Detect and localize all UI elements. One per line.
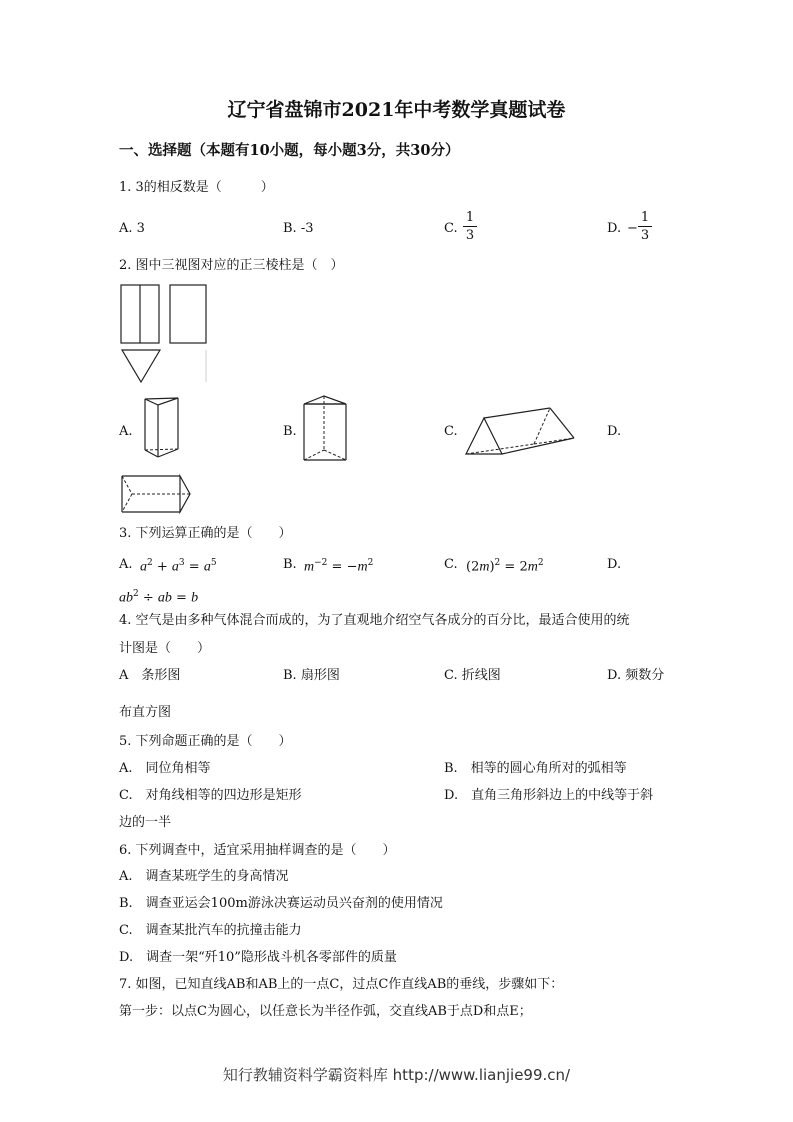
q5-option-d: D. 直角三角形斜边上的中线等于斜 [444, 788, 654, 803]
q5-stem: 5. 下列命题正确的是（ ） [119, 734, 292, 749]
q4-option-d-continued: 布直方图 [119, 705, 172, 720]
q4-option-c: C. 折线图 [444, 668, 501, 683]
q6-option-d: D. 调查一架“歼10”隐形战斗机各零部件的质量 [119, 950, 397, 965]
q4-stem-line1: 4. 空气是由多种气体混合而成的，为了直观地介绍空气各成分的百分比，最适合使用的统 [119, 613, 630, 628]
q4-option-b: B. 扇形图 [283, 668, 340, 683]
q6-option-b: B. 调查亚运会100m游泳决赛运动员兴奋剂的使用情况 [119, 896, 443, 911]
section-heading: 一、选择题（本题有10小题，每小题3分，共30分） [119, 142, 460, 159]
fraction-bar [638, 226, 652, 227]
prism-d-figure [118, 470, 194, 518]
page-title: 辽宁省盘锦市2021年中考数学真题试卷 [227, 99, 566, 121]
q1-d-denominator: 3 [640, 228, 650, 243]
prism-b-figure [300, 392, 352, 466]
top-view [122, 350, 160, 382]
q1-option-d-label: D. [607, 221, 622, 236]
q2-option-d: D. [607, 424, 622, 439]
q3-option-a-label: A. [119, 557, 133, 572]
q1-c-numerator: 1 [465, 210, 475, 225]
q1-option-d-fraction [638, 210, 652, 243]
q1-option-b: B. -3 [283, 221, 314, 236]
q3-option-c-label: C. [444, 557, 458, 572]
q3-option-b-expression: $m^{-2} = -m^2$ [304, 558, 374, 575]
q5-option-a: A. 同位角相等 [119, 761, 211, 776]
q1-option-c-fraction [463, 210, 477, 243]
q6-stem: 6. 下列调查中，适宜采用抽样调查的是（ ） [119, 843, 396, 858]
q3-option-d-expression: $ab^2$ ÷ ab = b [119, 589, 199, 606]
prism-a-figure [138, 394, 188, 466]
prism-c-figure [460, 404, 582, 462]
q4-option-a: A 条形图 [119, 668, 181, 683]
q3-option-b-label: B. [283, 557, 297, 572]
q5-option-c: C. 对角线相等的四边形是矩形 [119, 788, 302, 803]
q3-option-c-expression: $(2m)^2 = 2m^2$ [466, 558, 544, 575]
q1-stem: 1. 3的相反数是（ ） [119, 180, 274, 195]
q2-stem: 2. 图中三视图对应的正三棱柱是（ ） [119, 258, 344, 273]
q3-option-a-expression: $a^2 + a^3 = a^5$ [140, 558, 217, 575]
q1-option-c-label: C. [444, 221, 458, 236]
q7-step1: 第一步：以点C为圆心，以任意长为半径作弧，交直线AB于点D和点E； [119, 1004, 532, 1019]
q6-option-a: A. 调查某班学生的身高情况 [119, 869, 289, 884]
q5-option-b: B. 相等的圆心角所对的弧相等 [444, 761, 627, 776]
fraction-bar [463, 226, 477, 227]
three-view-figure [118, 282, 210, 386]
q4-stem-line2: 计图是（ ） [119, 641, 211, 656]
q1-c-denominator: 3 [465, 228, 475, 243]
q3-stem: 3. 下列运算正确的是（ ） [119, 526, 292, 541]
q2-option-a: A. [119, 424, 133, 439]
q5-option-d-continued: 边的一半 [119, 815, 172, 830]
q3-option-d-label: D. [607, 557, 622, 572]
q1-option-d-sign: − [627, 221, 638, 236]
q2-option-b: B. [283, 424, 297, 439]
q1-d-numerator: 1 [640, 210, 650, 225]
q1-option-a: A. 3 [119, 221, 145, 236]
q2-option-c: C. [444, 424, 458, 439]
q7-stem: 7. 如图，已知直线AB和AB上的一点C，过点C作直线AB的垂线，步骤如下： [119, 977, 564, 992]
side-view [170, 285, 206, 343]
q4-option-d: D. 频数分 [607, 668, 665, 683]
q6-option-c: C. 调查某批汽车的抗撞击能力 [119, 923, 302, 938]
footer-watermark: 知行教辅资料学霸资料库 http://www.lianjie99.cn/ [222, 1066, 571, 1084]
